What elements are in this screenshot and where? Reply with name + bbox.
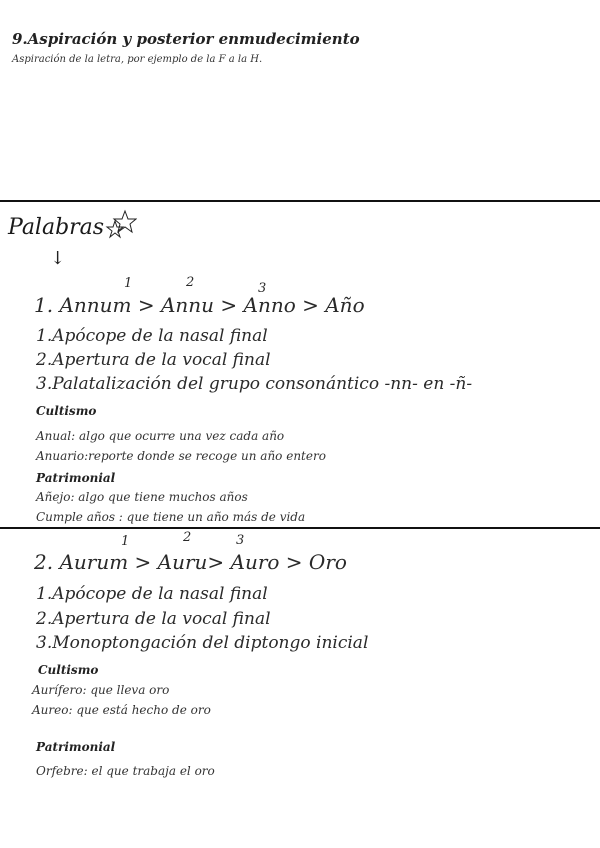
rule-item: 3.Palatalización del grupo consonántico -nn- en -ñ- — [36, 374, 473, 394]
page-title: Palabras — [8, 215, 105, 240]
patrimonial-item: Orfebre: el que trabaja el oro — [36, 764, 215, 778]
cultismo-item: Anual: algo que ocurre una vez cada año — [36, 429, 285, 443]
rule-item: 2.Apertura de la vocal final — [36, 350, 271, 370]
section-subtext: Aspiración de la letra, por ejemplo de la F a la H. — [12, 54, 263, 65]
rule-item: 2.Apertura de la vocal final — [36, 609, 271, 629]
divider-top — [0, 200, 600, 202]
evolution-line: 1. Annum > Annu > Anno > Año — [34, 293, 365, 317]
cultismo-label: Cultismo — [38, 663, 99, 677]
cultismo-item: Anuario:reporte donde se recoge un año entero — [36, 449, 326, 463]
marker-3: 3 — [258, 281, 267, 296]
divider-middle — [0, 527, 600, 529]
marker-2: 2 — [186, 275, 195, 290]
cultismo-item: Aurífero: que lleva oro — [32, 683, 170, 697]
patrimonial-label: Patrimonial — [36, 740, 116, 754]
patrimonial-label: Patrimonial — [36, 471, 116, 485]
marker-2: 2 — [183, 530, 192, 545]
evolution-line: 2. Aurum > Auru> Auro > Oro — [34, 550, 347, 574]
cultismo-item: Aureo: que está hecho de oro — [32, 703, 211, 717]
marker-3: 3 — [236, 533, 245, 548]
patrimonial-item: Cumple años : que tiene un año más de vida — [36, 510, 306, 524]
rule-item: 3.Monoptongación del diptongo inicial — [36, 633, 369, 653]
stars-icon — [103, 209, 137, 241]
section-heading: 9.Aspiración y posterior enmudecimiento — [12, 30, 360, 48]
marker-1: 1 — [121, 534, 130, 549]
cultismo-label: Cultismo — [36, 404, 97, 418]
rule-item: 1.Apócope de la nasal final — [36, 584, 268, 604]
rule-item: 1.Apócope de la nasal final — [36, 326, 268, 346]
marker-1: 1 — [124, 276, 133, 291]
down-arrow-icon: ↓ — [50, 248, 66, 269]
patrimonial-item: Añejo: algo que tiene muchos años — [36, 490, 248, 504]
